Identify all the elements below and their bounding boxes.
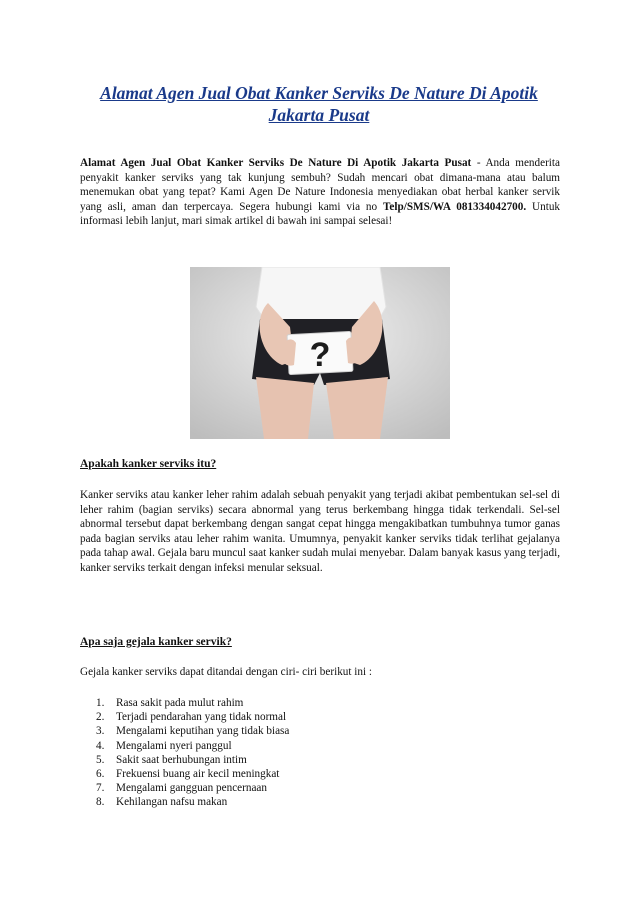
symptoms-list: [96, 696, 289, 810]
page-title: Alamat Agen Jual Obat Kanker Serviks De Nature Di Apotik Jakarta Pusat: [100, 83, 538, 125]
section-body-what-is: Kanker serviks atau kanker leher rahim adalah sebuah penyakit yang terjadi akibat pembentukan sel-sel di leher rahim (bagian serviks) secara abnormal yang terus berkembang hingga tidak terkendali. Sel-sel abnormal tersebut dapat berkembang dengan sangat cepat hingga mengakibatkan tumbuhnya tumor ganas pada bagian serviks atau leher rahim wanita. Umumnya, penyakit kanker serviks tidak terlihat gejalanya pada tahap awal. Gejala baru muncul saat kanker sudah mulai menyebar. Dalam banyak kasus yang terjadi, kanker serviks terkait dengan infeksi menular seksual.: [80, 489, 560, 574]
list-item-number: 7.: [96, 782, 105, 795]
list-item-text: Frekuensi buang air kecil meningkat: [116, 768, 280, 781]
list-item: [96, 753, 289, 767]
list-item-number: 3.: [96, 725, 105, 738]
list-item-number: 1.: [96, 697, 105, 709]
list-item-text: Rasa sakit pada mulut rahim: [116, 697, 244, 709]
list-item: [96, 795, 289, 809]
list-item: [96, 739, 289, 753]
symptoms-intro: Gejala kanker serviks dapat ditandai dengan ciri- ciri berikut ini :: [80, 666, 373, 678]
photo-illustration: [190, 267, 450, 439]
question-mark-icon: ?: [309, 336, 331, 374]
list-item: [96, 724, 289, 738]
list-item-text: Mengalami keputihan yang tidak biasa: [116, 725, 290, 738]
list-item-text: Kehilangan nafsu makan: [116, 796, 228, 809]
intro-text-1: - Anda menderita penyakit kanker serviks yang tak kunjung sembuh? Sudah mencari obat dimana-mana atau balum menemukan obat yang tepat? Kami Agen De Nature Indonesia menyediakan obat herbal kanker servik yang asli, aman dan terpercaya. Segera hubungi kami via no: [80, 157, 560, 213]
list-item-text: Mengalami gangguan pencernaan: [116, 782, 267, 795]
list-item-number: 5.: [96, 753, 105, 766]
list-item-number: 6.: [96, 768, 105, 781]
list-item-text: Mengalami nyeri panggul: [116, 739, 232, 752]
list-item-number: 2.: [96, 711, 105, 724]
list-item: [96, 767, 289, 781]
list-item: [96, 696, 289, 710]
section-heading-symptoms: Apa saja gejala kanker servik?: [80, 636, 232, 648]
list-item: [96, 781, 289, 795]
list-item: [96, 710, 289, 724]
intro-text-2: Untuk informasi lebih lanjut, mari simak artikel di bawah ini sampai selesai!: [80, 200, 561, 228]
intro-bold-lead: Alamat Agen Jual Obat Kanker Serviks De Nature Di Apotik Jakarta Pusat: [80, 157, 472, 169]
article-photo: [190, 267, 450, 439]
intro-paragraph: [80, 156, 560, 229]
list-item-text: Sakit saat berhubungan intim: [116, 753, 247, 766]
list-item-text: Terjadi pendarahan yang tidak normal: [116, 711, 287, 724]
intro-contact: Telp/SMS/WA 081334042700.: [382, 200, 527, 213]
section-heading-what-is: Apakah kanker serviks itu?: [80, 458, 217, 470]
list-item-number: 4.: [96, 739, 105, 752]
list-item-number: 8.: [96, 796, 105, 809]
